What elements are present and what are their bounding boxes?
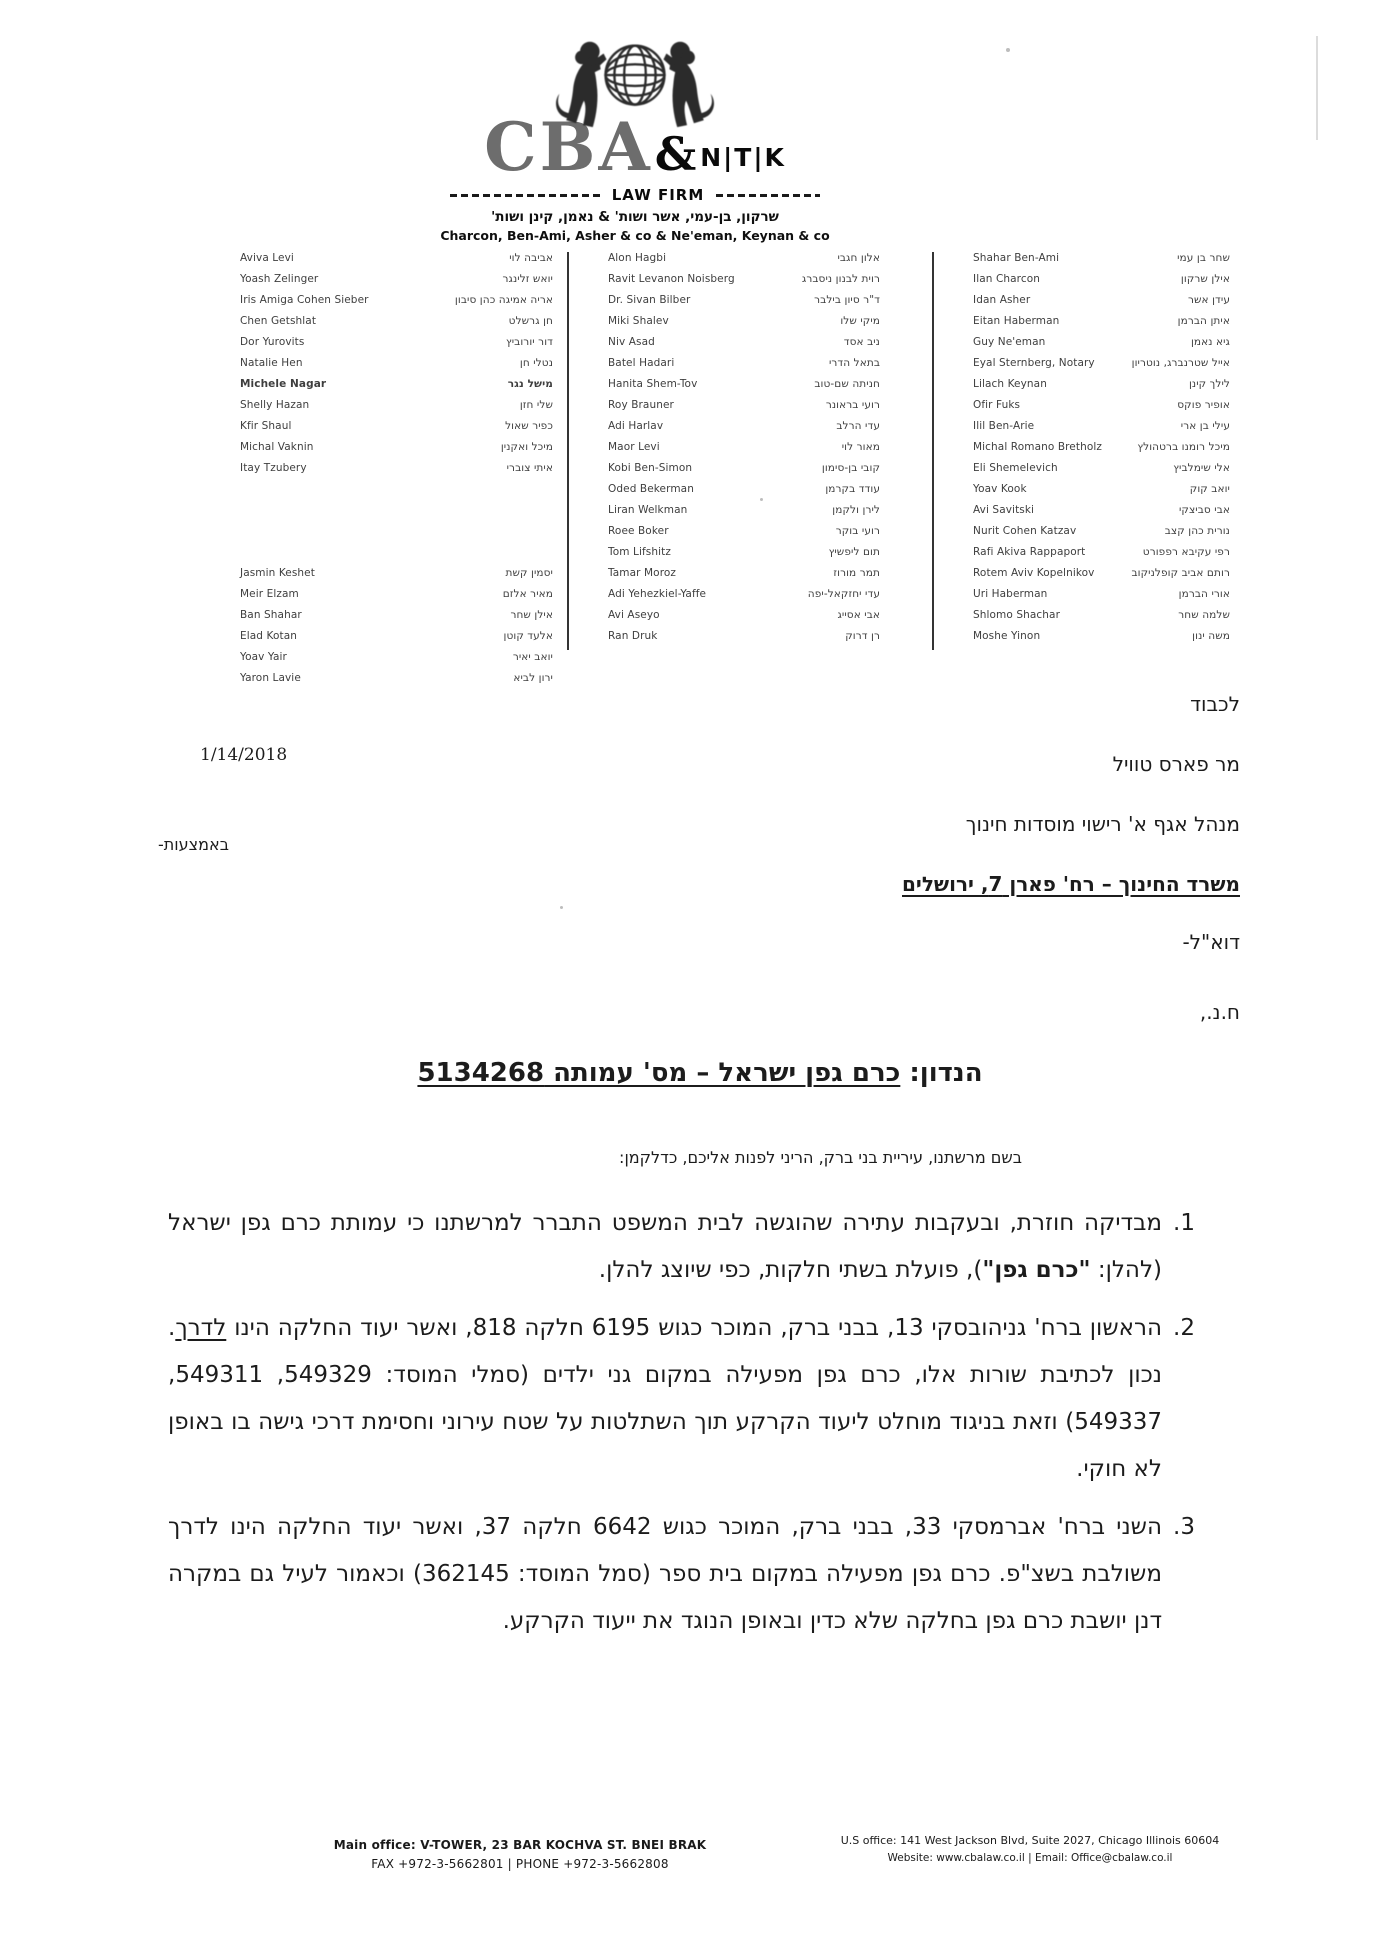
attorney-name: איתי צוברי <box>506 462 553 474</box>
attorney-name: ירון לביא <box>513 672 553 684</box>
attorney-name: Eyal Sternberg, Notary <box>973 357 1095 369</box>
attorney-name <box>240 500 415 521</box>
attorneys-column2-english <box>608 248 758 647</box>
attorney-name: Ofir Fuks <box>973 399 1021 411</box>
attorney-name: Nurit Cohen Katzav <box>973 525 1077 537</box>
attorney-name: איתן הברמן <box>1177 315 1230 327</box>
attorney-name: Niv Asad <box>608 336 655 348</box>
attorney-name: Eitan Haberman <box>973 315 1060 327</box>
attorney-name: Roy Brauner <box>608 399 674 411</box>
scan-speck <box>760 498 763 501</box>
attorney-name: אבי סביצקי <box>1178 504 1230 516</box>
attorney-name: Maor Levi <box>608 441 660 453</box>
attorney-name: שחר בן עמי <box>1177 252 1230 264</box>
attorney-name: יסמין קשת <box>505 567 553 579</box>
attorney-name: יואש זלינגר <box>502 273 553 285</box>
attorney-name: יואב קוק <box>1189 483 1230 495</box>
attorney-name: דור יורוביץ <box>505 336 553 348</box>
attorney-name: Ilan Charcon <box>973 273 1040 285</box>
attorney-name: Roee Boker <box>608 525 669 537</box>
monogram-ntk: N|T|K <box>700 143 786 172</box>
footer-main-office <box>280 1838 760 1871</box>
attorney-name: קובי בן-סימון <box>821 462 880 474</box>
attorney-name: Tamar Moroz <box>608 567 677 579</box>
attorney-name <box>418 542 553 563</box>
attorney-name: רותם אביב קופלניקוב <box>1131 567 1230 579</box>
attorney-name: ניב אסד <box>843 336 880 348</box>
attorney-name: בתאל הדרי <box>828 357 880 369</box>
attorney-name: Ban Shahar <box>240 609 302 621</box>
attorney-name: Michal Romano Bretholz <box>973 441 1102 453</box>
via-label: באמצעות- <box>158 835 229 854</box>
attorney-name: לילך קינן <box>1188 378 1230 390</box>
recipient-title: מנהל אגף א' רישוי מוסדות חינוך <box>965 812 1240 836</box>
attorney-name: רן דרוק <box>845 630 880 642</box>
attorneys-column3-english <box>973 248 1133 647</box>
attorney-name: Itay Tzubery <box>240 462 307 474</box>
attorney-name <box>240 521 415 542</box>
right-lion-icon <box>663 42 714 127</box>
attorney-name: תמר מורוז <box>833 567 880 579</box>
attorney-name: חניתה שם-טוב <box>814 378 880 390</box>
attorney-name: Chen Getshlat <box>240 315 317 327</box>
body-paragraphs <box>168 1200 1195 1656</box>
law-firm-banner <box>450 186 821 204</box>
attorney-name: Michele Nagar <box>240 378 327 390</box>
dash-line-left <box>450 194 600 197</box>
attorney-name: רוית לבנון ניסברג <box>801 273 880 285</box>
attorney-name: תום ליפשיץ <box>828 546 880 558</box>
attorney-name <box>418 500 553 521</box>
attorney-name: Adi Yehezkiel-Yaffe <box>608 588 707 600</box>
attorney-name: עודד בקרמן <box>825 483 880 495</box>
lions-globe-emblem <box>527 26 743 134</box>
attorney-name: אביבה לוי <box>509 252 553 264</box>
attorney-name: Avi Savitski <box>973 504 1035 516</box>
attorney-name: Batel Hadari <box>608 357 675 369</box>
attorney-name <box>418 479 553 500</box>
attorney-name: Moshe Yinon <box>973 630 1041 642</box>
left-lion-icon <box>556 42 607 127</box>
subject-title: כרם גפן ישראל – מס' עמותה 5134268 <box>417 1058 901 1088</box>
dash-line-right <box>716 194 820 197</box>
subject-prefix: הנדון: <box>900 1058 983 1088</box>
intro-line: בשם מרשתנו, עיריית בני ברק, הריני לפנות אליכם, כדלקמן: <box>619 1148 1022 1167</box>
scan-speck <box>1006 48 1010 52</box>
attorney-name: Yaron Lavie <box>240 672 301 684</box>
attorney-name: Yoav Yair <box>240 651 287 663</box>
attorney-name: משה ינון <box>1192 630 1230 642</box>
attorney-name: Dr. Sivan Bilber <box>608 294 691 306</box>
attorney-name: אילן שחר <box>510 609 553 621</box>
attorney-name: Rafi Akiva Rappaport <box>973 546 1086 558</box>
main-office-contacts: FAX +972-3-5662801 | PHONE +972-3-5662808 <box>371 1857 669 1871</box>
attorney-name: Hanita Shem-Tov <box>608 378 698 390</box>
to-label: לכבוד <box>1190 692 1240 716</box>
attorney-name: Aviva Levi <box>240 252 294 264</box>
recipient-name: מר פארס טוויל <box>1112 752 1240 776</box>
attorney-name: אורי הברמן <box>1178 588 1230 600</box>
attorney-name <box>240 479 415 500</box>
attorney-name: Oded Bekerman <box>608 483 694 495</box>
column-divider-line <box>932 252 934 650</box>
letter-date: 1/14/2018 <box>200 745 288 765</box>
attorney-name: Ravit Levanon Noisberg <box>608 273 735 285</box>
paragraph-text: הראשון ברח' גניהובסקי 13, בבני ברק, המוכר כגוש 6195 חלקה 818, ואשר יעוד החלקה הינו לדרך. נכון לכתיבת שורות אלו, כרם גפן מפעילה במקום גני ילדים (סמלי המוסד: 549329, 549311, 549337) וזאת בניגוד מוחלט ליעוד הקרקע תוך השתלטות על שטח עירוני וחסימת דרכי גישה בו באופן לא חוקי. <box>168 1315 1163 1482</box>
attorney-name: Liran Welkman <box>608 504 688 516</box>
attorney-name: גיא נאמן <box>1190 336 1230 348</box>
monogram-cba: CBA <box>484 108 653 186</box>
attorney-name: Kfir Shaul <box>240 420 292 432</box>
attorneys-column1-hebrew <box>418 248 553 689</box>
paragraph-number: 3. <box>1173 1514 1195 1540</box>
paragraph-3 <box>168 1504 1195 1645</box>
paragraph-text: השני ברח' אברמסקי 33, בבני ברק, המוכר כגוש 6642 חלקה 37, ואשר יעוד החלקה הינו לדרך משולבת בשצ"פ. כרם גפן מפעילה במקום בית ספר (סמל המוסד: 362145) וכאמור לעיל גם במקרה דנן יושבת כרם גפן בחלקה שלא כדין ובאופן הנוגד את ייעוד הקרקע. <box>168 1514 1162 1634</box>
salutation: ח.נ., <box>1199 1000 1240 1024</box>
firm-name-english: Charcon, Ben-Ami, Asher & co & Ne'eman, Keynan & co <box>440 228 830 243</box>
attorney-name: שלמה שחר <box>1178 609 1230 621</box>
attorney-name: Rotem Aviv Kopelnikov <box>973 567 1095 579</box>
attorney-name: Iris Amiga Cohen Sieber <box>240 294 369 306</box>
attorney-name: עידן אשר <box>1187 294 1230 306</box>
attorney-name: שלי חזן <box>519 399 553 411</box>
email-label: דוא"ל- <box>1182 930 1240 954</box>
firm-name-hebrew: שרקון, בן-עמי, אשר ושות' & נאמן, קינן ושות' <box>491 209 779 225</box>
attorney-name: Uri Haberman <box>973 588 1048 600</box>
attorneys-column1-english <box>240 248 415 689</box>
attorney-name: Lilach Keynan <box>973 378 1047 390</box>
footer-us-office <box>800 1834 1260 1864</box>
attorney-name: Elad Kotan <box>240 630 297 642</box>
scan-edge-artifact <box>1316 36 1318 140</box>
law-firm-label: LAW FIRM <box>611 186 705 204</box>
attorney-name: Adi Harlav <box>608 420 664 432</box>
attorney-name: אלי שימלביץ <box>1173 462 1230 474</box>
recipient-address: משרד החינוך – רח' פארן 7, ירושלים <box>902 872 1240 896</box>
attorney-name: Shahar Ben-Ami <box>973 252 1060 264</box>
attorney-name: אייל שטרנברג, נוטריון <box>1131 357 1230 369</box>
attorney-name: מישל נגר <box>507 378 553 390</box>
attorney-name: אריה אמיגה כהן סיבון <box>454 294 553 306</box>
attorney-name: אלעד קוטן <box>503 630 553 642</box>
attorney-name <box>418 521 553 542</box>
scan-speck <box>560 906 563 909</box>
globe-icon <box>606 46 665 105</box>
attorney-name: עדי הרלב <box>836 420 880 432</box>
paragraph-number: 2. <box>1173 1315 1195 1341</box>
attorneys-column2-hebrew <box>750 248 880 647</box>
website-email-line: Website: www.cbalaw.co.il | Email: Office@cbalaw.co.il <box>887 1852 1173 1864</box>
attorney-name: Shlomo Shachar <box>973 609 1060 621</box>
attorney-name: Guy Ne'eman <box>973 336 1046 348</box>
attorney-name: נטלי חן <box>519 357 553 369</box>
attorney-name: נורית כהן קצב <box>1164 525 1230 537</box>
attorney-name: מאור לוי <box>841 441 880 453</box>
firm-logo <box>425 26 845 243</box>
attorney-name: Idan Asher <box>973 294 1031 306</box>
attorney-name: אופיר פוקס <box>1177 399 1230 411</box>
attorney-name: יואב יאיר <box>512 651 553 663</box>
attorney-name: כפיר שאול <box>505 420 553 432</box>
attorney-name: מיכל ואקנין <box>500 441 553 453</box>
attorney-name: מאיר אלזם <box>502 588 553 600</box>
attorney-name: Kobi Ben-Simon <box>608 462 693 474</box>
attorney-name: ד"ר סיון בילבר <box>814 294 880 306</box>
attorney-name: Avi Aseyo <box>608 609 660 621</box>
attorney-name: מיקי שלו <box>840 315 880 327</box>
attorney-name: אילן שרקון <box>1180 273 1230 285</box>
attorney-name: רועי בראונר <box>825 399 880 411</box>
attorney-name: עדי יחזקאל-יפה <box>807 588 880 600</box>
attorney-name: Miki Shalev <box>608 315 669 327</box>
attorney-name: Ran Druk <box>608 630 658 642</box>
attorney-name: אבי אסייג <box>837 609 880 621</box>
attorney-name: עילי בן ארי <box>1180 420 1230 432</box>
attorney-name: חן גרשלט <box>508 315 553 327</box>
attorney-name <box>240 542 415 563</box>
attorneys-column3-hebrew <box>1131 248 1230 647</box>
ampersand: & <box>654 127 697 181</box>
attorney-name: Jasmin Keshet <box>240 567 315 579</box>
attorney-name: Michal Vaknin <box>240 441 314 453</box>
attorney-name: Tom Lifshitz <box>608 546 671 558</box>
attorney-name: Shelly Hazan <box>240 399 310 411</box>
attorney-name: Yoav Kook <box>973 483 1027 495</box>
main-office-address: Main office: V-TOWER, 23 BAR KOCHVA ST. BNEI BRAK <box>333 1838 707 1852</box>
attorney-name: Ilil Ben-Arie <box>973 420 1035 432</box>
attorney-name: Natalie Hen <box>240 357 303 369</box>
us-office-address: U.S office: 141 West Jackson Blvd, Suite 2027, Chicago Illinois 60604 <box>840 1834 1220 1847</box>
attorney-name: Dor Yurovits <box>240 336 305 348</box>
subject-line <box>0 1058 1400 1088</box>
paragraph-number: 1. <box>1173 1210 1195 1236</box>
attorney-name: Yoash Zelinger <box>240 273 319 285</box>
attorney-name: לירן ולקמן <box>832 504 880 516</box>
paragraph-text: מבדיקה חוזרת, ובעקבות עתירה שהוגשה לבית המשפט התברר למרשתנו כי עמותת כרם גפן ישראל (להלן: "כרם גפן"), פועלת בשתי חלקות, כפי שיוצג להלן. <box>168 1210 1162 1283</box>
attorney-name: Alon Hagbi <box>608 252 667 264</box>
attorney-name: אלון חגבי <box>837 252 880 264</box>
column-divider-line <box>567 252 569 650</box>
attorney-name: Meir Elzam <box>240 588 299 600</box>
attorney-name: רועי בוקר <box>835 525 880 537</box>
attorney-name: מיכל רומנו ברטהולץ <box>1137 441 1230 453</box>
attorney-name: Eli Shemelevich <box>973 462 1058 474</box>
attorney-name: רפי עקיבא רפפורט <box>1142 546 1230 558</box>
paragraph-1 <box>168 1200 1195 1294</box>
paragraph-2 <box>168 1305 1195 1493</box>
